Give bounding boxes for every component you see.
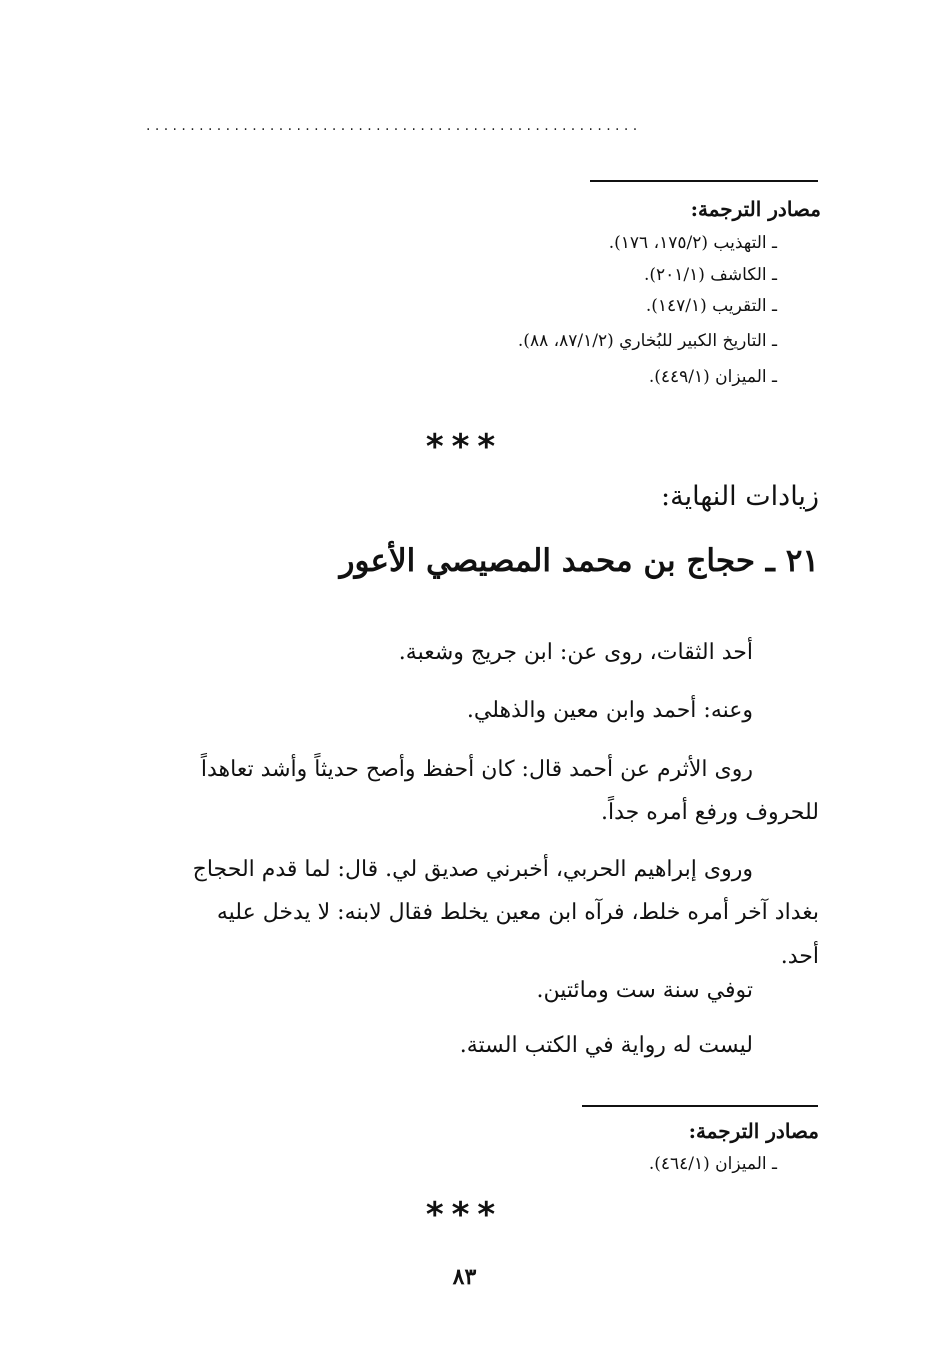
entry-line: أحد الثقات، روى عن: ابن جريج وشعبة. <box>398 640 753 665</box>
entry-line: ليست له رواية في الكتب الستة. <box>459 1033 753 1058</box>
page-number: ٨٣ <box>452 1264 477 1290</box>
source-item: ـ الميزان (٤٤٩/١). <box>648 367 777 387</box>
sources-title: مصادر الترجمة: <box>688 1119 819 1143</box>
source-item: ـ الكاشف (٢٠١/١). <box>643 265 777 285</box>
source-item: ـ الميزان (٤٦٤/١). <box>648 1154 777 1174</box>
footnote-rule <box>590 180 818 182</box>
source-item: ـ التقريب (١٤٧/١). <box>645 296 777 316</box>
section-title: زيادات النهاية: <box>661 481 819 512</box>
entry-line: توفي سنة ست ومائتين. <box>536 978 753 1003</box>
dotted-separator: ........................................................ <box>146 118 642 132</box>
entry-line: بغداد آخر أمره خلط، فرآه ابن معين يخلط فقال لابنه: لا يدخل عليه <box>216 900 819 925</box>
footnote-rule <box>582 1105 818 1107</box>
stars-separator: *** <box>425 1195 504 1235</box>
sources-title: مصادر الترجمة: <box>690 197 821 221</box>
source-item: ـ التهذيب (١٧٥/٢، ١٧٦). <box>608 233 777 253</box>
entry-line: للحروف ورفع أمره جداً. <box>600 800 819 825</box>
entry-line: روى الأثرم عن أحمد قال: كان أحفظ وأصح حديثاً وأشد تعاهداً <box>200 757 753 782</box>
entry-line: وعنه: أحمد وابن معين والذهلي. <box>466 698 753 723</box>
stars-separator: *** <box>425 427 504 467</box>
entry-line: وروى إبراهيم الحربي، أخبرني صديق لي. قال: لما قدم الحجاج <box>192 857 753 882</box>
entry-line: أحد. <box>780 944 819 969</box>
entry-title: ٢١ ـ حجاج بن محمد المصيصي الأعور <box>339 543 819 579</box>
source-item: ـ التاريخ الكبير للبُخاري (٨٧/١/٢، ٨٨). <box>517 331 777 351</box>
